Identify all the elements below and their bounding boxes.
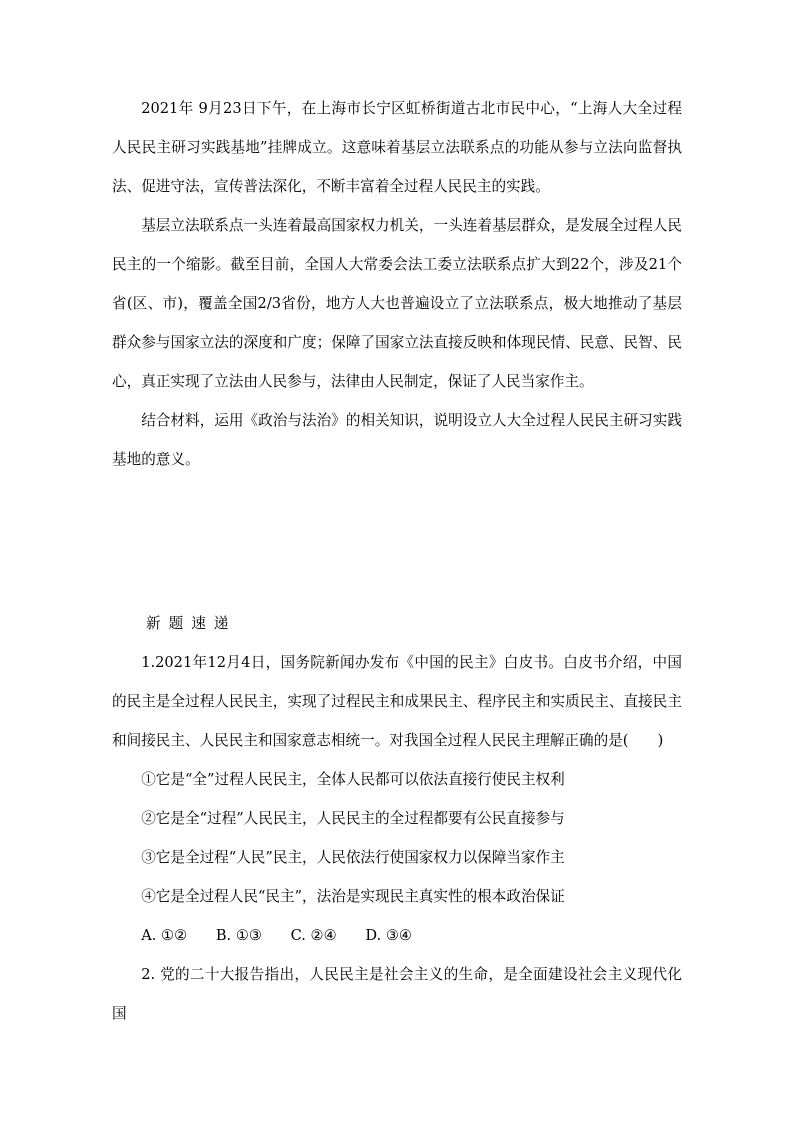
section-title: 新题速递: [146, 615, 237, 632]
question-1-option-1: ①它是“全”过程人民民主，全体人民都可以依法直接行使民主权利: [141, 771, 565, 788]
choice-c: C. ②④: [290, 927, 337, 944]
choice-d: D. ③④: [365, 927, 412, 944]
choice-b: B. ①③: [215, 927, 262, 944]
material-passage: [112, 89, 682, 479]
material-paragraph-2: 基层立法联系点一头连着最高国家权力机关，一头连着基层群众，是发展全过程人民民主的一个缩影。截至目前，全国人大常委会法工委立法联系点扩大到22个，涉及21个省(区、市)，覆盖全国2/3省份，地方人大也普遍设立了立法联系点，极大地推动了基层群众参与国家立法的深度和广度；保障了国家立法直接反映和体现民情、民意、民智、民心，真正实现了立法由人民参与，法律由人民制定，保证了人民当家作主。: [112, 217, 682, 390]
question-1-stem: 1.2021年12月4日，国务院新闻办发布《中国的民主》白皮书。白皮书介绍，中国的民主是全过程人民民主，实现了过程民主和成果民主、程序民主和实质民主、直接民主和间接民主、人民民主和国家意志相统一。对我国全过程人民民主理解正确的是( ): [112, 654, 682, 749]
question-2: [112, 955, 682, 1033]
question-1: [112, 643, 682, 955]
question-1-option-4: ④它是全过程人民“民主”，法治是实现民主真实性的根本政治保证: [141, 888, 565, 905]
question-2-stem: 2. 党的二十大报告指出，人民民主是社会主义的生命，是全面建设社会主义现代化国: [112, 966, 682, 1022]
choice-a: A. ①②: [141, 927, 188, 944]
material-question-prompt: 结合材料，运用《政治与法治》的相关知识，说明设立人大全过程人民民主研习实践基地的意义。: [112, 412, 682, 468]
question-1-option-2: ②它是全“过程”人民民主，人民民主的全过程都要有公民直接参与: [141, 810, 565, 827]
question-1-choices: [112, 916, 682, 955]
question-1-option-3: ③它是全过程“人民”民主，人民依法行使国家权力以保障当家作主: [141, 849, 565, 866]
material-paragraph-1: 2021年 9月23日下午，在上海市长宁区虹桥街道古北市民中心，“上海人大全过程人民民主研习实践基地”挂牌成立。这意味着基层立法联系点的功能从参与立法向监督执法、促进守法，宣传普法深化，不断丰富着全过程人民民主的实践。: [112, 100, 682, 195]
